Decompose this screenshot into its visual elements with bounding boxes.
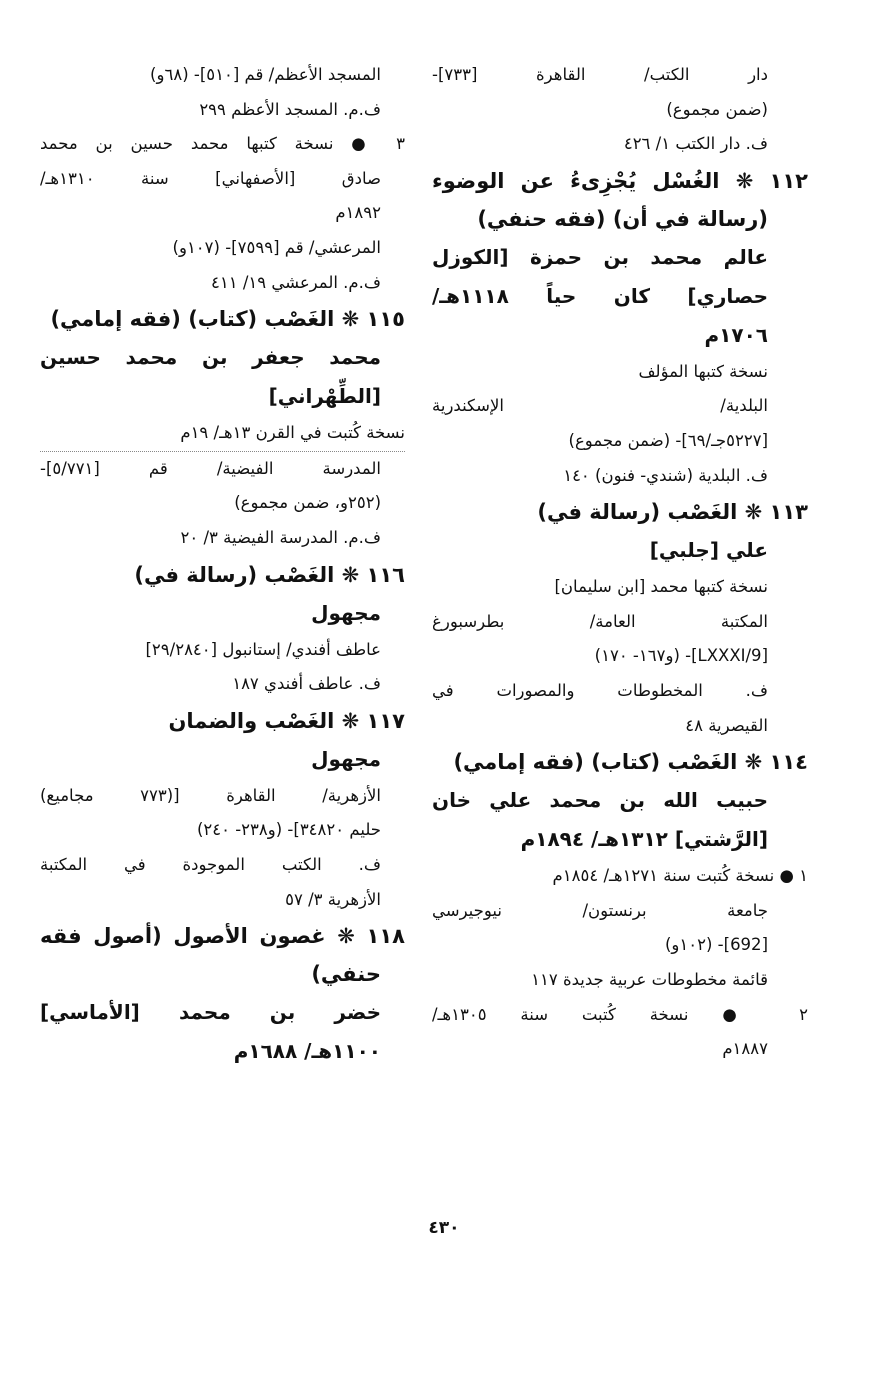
left-column-line: [الطِّهْراني] [268,384,381,409]
left-column-line: ف. الكتب الموجودة في المكتبة [40,854,381,874]
right-column-line: [692]- (١٠٢و) [664,935,768,955]
left-column-line: ٣ ● نسخة كتبها محمد حسين بن محمد [40,134,405,154]
left-column-line: نسخة كُتبت في القرن ١٣هـ/ ١٩م [40,416,405,452]
right-column-line: [٥٢٢٧جـ/٦٩]- (ضمن مجموع) [568,430,768,450]
left-column-line: المرعشي/ قم [٧٥٩٩]- (١٠٧و) [172,237,381,257]
right-column-line: عالم محمد بن حمزة [الكوزل [432,244,768,269]
left-column-line: ف.م. المرعشي ١٩/ ٤١١ [210,272,381,292]
right-column-line: ف. المخطوطات والمصورات في [432,680,768,700]
left-column-line: ف.م. المسجد الأعظم ٢٩٩ [199,99,381,119]
left-column-line: مجهول [311,746,381,771]
right-column-line: ١١٣ ❋ الغَصْب (رسالة في) [537,500,808,525]
right-column-line: ١ ● نسخة كُتبت سنة ١٢٧١هـ/ ١٨٥٤م [552,866,808,886]
left-column-line: عاطف أفندي/ إستانبول [٢٩/٢٨٤٠] [145,639,381,659]
left-column-line: المدرسة الفيضية/ قم [٥/٧٧١]- [40,458,381,478]
right-column-line: ١١٤ ❋ الغَصْب (كتاب) (فقه إمامي) [453,750,808,775]
left-column-line: الأزهرية/ القاهرة [(٧٧٣ مجاميع) [40,785,381,805]
right-column-line: (رسالة في أن) (فقه حنفي) [477,206,768,231]
left-column-line: الأزهرية ٣/ ٥٧ [285,889,381,909]
left-column [40,58,405,1071]
left-column-line: حليم ٣٤٨٢٠]- (و٢٣٨- ٢٤٠) [196,820,381,840]
right-column-line: ٢ ● نسخة كُتبت سنة ١٣٠٥هـ/ [432,1004,808,1024]
right-column-line: ف. دار الكتب ١/ ٤٢٦ [623,134,768,154]
right-column-line: علي [جلبي] [649,538,768,563]
left-column-line: ف.م. المدرسة الفيضية ٣/ ٢٠ [180,527,381,547]
left-column-line: ١١٠٠هـ/ ١٦٨٨م [233,1039,381,1064]
left-column-line: (٢٥٢و، ضمن مجموع) [234,493,381,513]
left-column-line: المسجد الأعظم/ قم [٥١٠]- (٦٨و) [150,65,381,84]
right-column-line: حصاري] كان حياً ١١١٨هـ/ [432,283,768,308]
right-column-line: (ضمن مجموع) [666,99,768,119]
left-column-line: ١١٧ ❋ الغَصْب والضمان [168,708,405,733]
left-column-line: ١١٥ ❋ الغَصْب (كتاب) (فقه إمامي) [50,307,405,332]
left-column-line: ١١٨ ❋ غصون الأصول (أصول فقه [40,924,405,949]
left-column-line: محمد جعفر بن محمد حسين [40,345,381,370]
right-column-line: [الرَّشتي] ١٣١٢هـ/ ١٨٩٤م [520,827,768,852]
right-column-line: قائمة مخطوطات عربية جديدة ١١٧ [531,969,768,989]
right-column-line: ١١٢ ❋ الغُسْل يُجْزِىءُ عن الوضوء [432,168,808,193]
right-column [432,58,808,1067]
right-column-line: ١٧٠٦م [704,322,768,347]
right-column-line: ف. البلدية (شندي- فنون) ١٤٠ [563,465,768,485]
right-column-line: دار الكتب/ القاهرة [٧٣٣]- [432,65,768,84]
right-column-line: [LXXXI/9]- (و١٦٧- ١٧٠) [594,646,768,666]
left-column-line: ١١٦ ❋ الغَصْب (رسالة في) [134,562,405,587]
right-column-line: حبيب الله بن محمد علي خان [432,788,768,813]
left-column-line: خضر بن محمد [الأماسي] [40,1000,381,1025]
left-column-line: ١٨٩٢م [335,203,381,223]
left-column-line: صادق [الأصفهاني] سنة ١٣١٠هـ/ [40,168,381,188]
right-column-line: جامعة برنستون/ نيوجيرسي [432,900,768,920]
page-number: ٤٣٠ [428,1218,460,1238]
left-column-line: مجهول [311,600,381,625]
right-column-line: المكتبة العامة/ بطرسبورغ [432,611,768,631]
left-column-line: حنفي) [311,962,381,987]
right-column-line: نسخة كتبها المؤلف [638,361,768,381]
right-column-line: نسخة كتبها محمد [ابن سليمان] [554,577,768,597]
right-column-line: البلدية/ الإسكندرية [432,396,768,416]
right-column-line: ١٨٨٧م [722,1039,768,1059]
left-column-line: ف. عاطف أفندي ١٨٧ [232,674,381,694]
right-column-line: القيصرية ٤٨ [685,715,768,735]
